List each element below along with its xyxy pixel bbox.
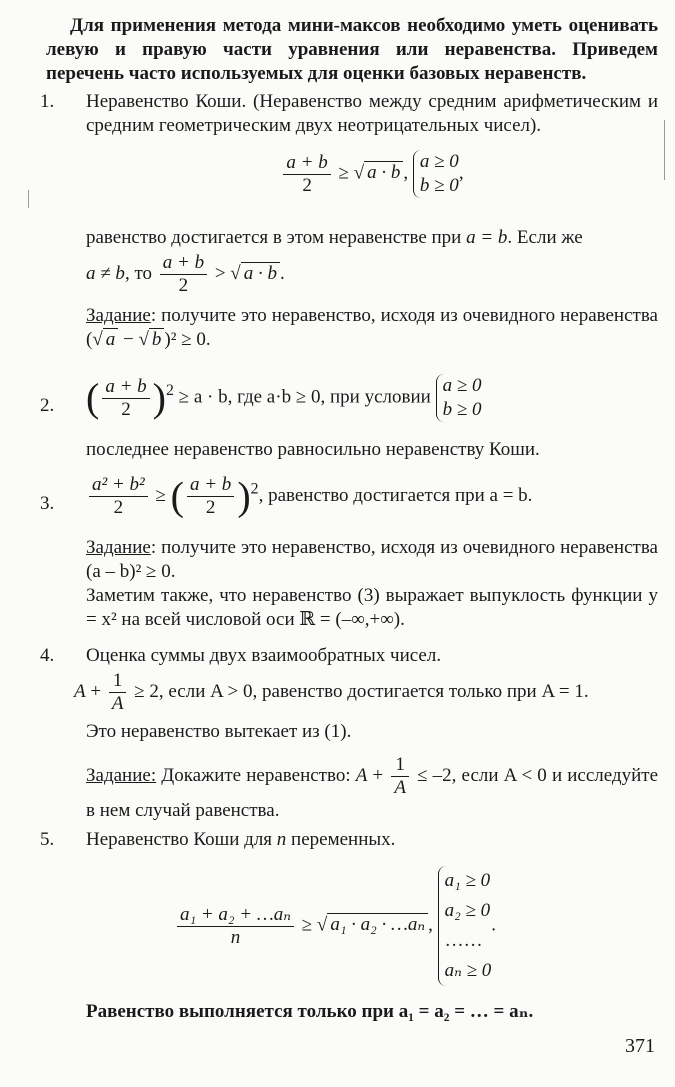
strict-sqrt: a · b [243,262,277,284]
item-5-cond-n: aₙ ≥ 0 [444,960,492,981]
item-5-title-pre: Неравенство Коши для [86,829,273,850]
item-5-denominator: n [230,926,241,948]
scan-mark-left [28,190,29,208]
item-2-formula: ( $\frac{a + b}{2}$ )$^2$ ≥ a · b, где a·b ≥ 0, при условии a ≥ 0 b ≥ 0 [86,375,482,420]
item-3-number: 3. [40,493,55,514]
item-2-cond-a: a ≥ 0 [442,375,482,396]
item-4-title: Оценка суммы двух взаимообратных чисел. [86,645,442,666]
item-4-relation: ≥ 2 [134,680,159,702]
item-1-task: Задание: получите это неравенство, исходя из очевидного неравенства (√ a − √ b )² ≥ 0. [86,305,658,350]
item-5-cond-dots: …… [444,930,483,951]
item-5-cond-2: a₂ ≥ 0 [444,900,491,921]
item-4-cond: , если A > 0 [158,680,253,702]
scan-mark [664,120,665,180]
item-4-number: 4. [40,645,55,666]
item-2-where: , где a·b ≥ 0, при условии [227,386,431,408]
item-2-number: 2. [40,395,55,416]
condition-a: a ≥ 0 [419,151,459,172]
item-5-relation: ≥ [301,914,313,936]
task-formula: ≥ 0 [181,329,206,350]
item-1-strict: a ≠ b, то $\frac{a + b}{2}$ > √ a · b . [86,252,285,296]
item-4-task: Задание: Докажите неравенство: A + $\frac{1}{A}$ ≤ –2, если A < 0 и исследуйте в нем случай равенства. [86,754,659,821]
item-3-formula: $\frac{\text{a² + b²}}{2}$ ≥ ( $\frac{a + b}{2}$ )$^2$, равенство достигается при a = b. [86,474,658,519]
item-4-task-formula: ≤ –2 [417,764,452,786]
item-4-follows: Это неравенство вытекает из (1). [86,721,352,742]
item-4-task-cond: , если A < 0 и исследуйте в нем случай равенства. [86,764,659,821]
equality-condition: a = b [466,227,508,248]
formula-relation: ≥ [338,162,349,184]
item-4-task-text: Докажите неравенство: [161,764,351,786]
item-5-sqrt: a₁ · a₂ · …aₙ [330,914,426,936]
formula-numerator: a + b [286,151,328,173]
item-3-task-text: : получите это неравенство, исходя из очевидного неравенства (a – b)² ≥ 0. [86,537,658,582]
item-2-relation: ≥ a · b [178,386,228,408]
item-4-task-label: Задание: [86,764,157,786]
item-2-denominator: 2 [121,398,131,420]
intro-paragraph: Для применения метода мини-максов необходимо уметь оценивать левую и правую части уравнения или неравенства. Приведем перечень часто используемых для оценки базовых неравенств. [46,15,658,84]
item-5-numerator: a₁ + a₂ + …aₙ [180,903,291,925]
item-5-conditions [438,866,492,986]
strict-numerator: a + b [162,252,205,273]
if-text: . Если же [507,227,583,248]
item-4-formula: A + $\frac{1}{A}$ ≥ 2, если A > 0, равенство достигается только при A = 1. [74,670,589,714]
item-3-numerator: a² + b² [92,474,145,495]
item-5-title-var: n [276,829,287,850]
item-1-formula: $\frac{a + b}{2}$ ≥ √ a · b , a ≥ 0 b ≥ 0, [86,150,658,198]
item-3-denominator: 2 [113,497,124,518]
item-5-number: 5. [40,829,55,850]
item-3-task [86,536,658,584]
item-5-final: Равенство выполняется только при a₁ = a₂ = … = aₙ. [86,1001,534,1022]
item-4-tail: , равенство достигается только при A = 1. [252,680,589,702]
item-1-number: 1. [40,91,55,112]
item-5-cond-1: a₁ ≥ 0 [444,870,491,891]
item-3-task-label: Задание [86,537,151,558]
item-2-numerator: a + b [105,375,147,397]
item-2-tail: последнее неравенство равносильно неравенству Коши. [86,439,540,460]
strict-relation: > [214,262,226,284]
item-5-title-post: переменных. [291,829,396,850]
then-word: то [134,262,152,284]
item-2-conditions [436,374,482,422]
strict-condition: a ≠ b [86,262,125,284]
condition-b: b ≥ 0 [419,175,459,196]
formula-denominator: 2 [302,174,312,196]
item-2-cond-b: b ≥ 0 [442,399,482,420]
item-3-note: Заметим также, что неравенство (3) выражает выпуклость функции y = x² на всей числовой оси ℝ = (–∞,+∞). [86,585,658,630]
page-number: 371 [625,1035,655,1057]
formula-sqrt: a · b [367,162,401,184]
item-3-relation: ≥ [155,484,166,506]
item-1-equality [86,226,658,250]
equality-text: равенство достигается в этом неравенстве при [86,227,462,248]
item-1-title: Неравенство Коши. (Неравенство между средним арифметическим и средним геометрическим двух неотрицательных чисел). [86,91,658,136]
task-text: : получите это неравенство, исходя из очевидного неравенства [150,305,658,326]
item-3-tail: , равенство достигается при a = b. [258,484,533,506]
item-5-title [86,828,658,852]
strict-denominator: 2 [178,275,189,296]
condition-system [413,150,459,198]
item-5-formula: $\frac{\text{a₁ + a₂ + …aₙ}}{n}$ ≥ √ a₁ · a₂ · …aₙ , a₁ ≥ 0 a₂ ≥ 0 …… aₙ ≥ 0. [174,866,654,986]
task-label: Задание [86,305,151,326]
